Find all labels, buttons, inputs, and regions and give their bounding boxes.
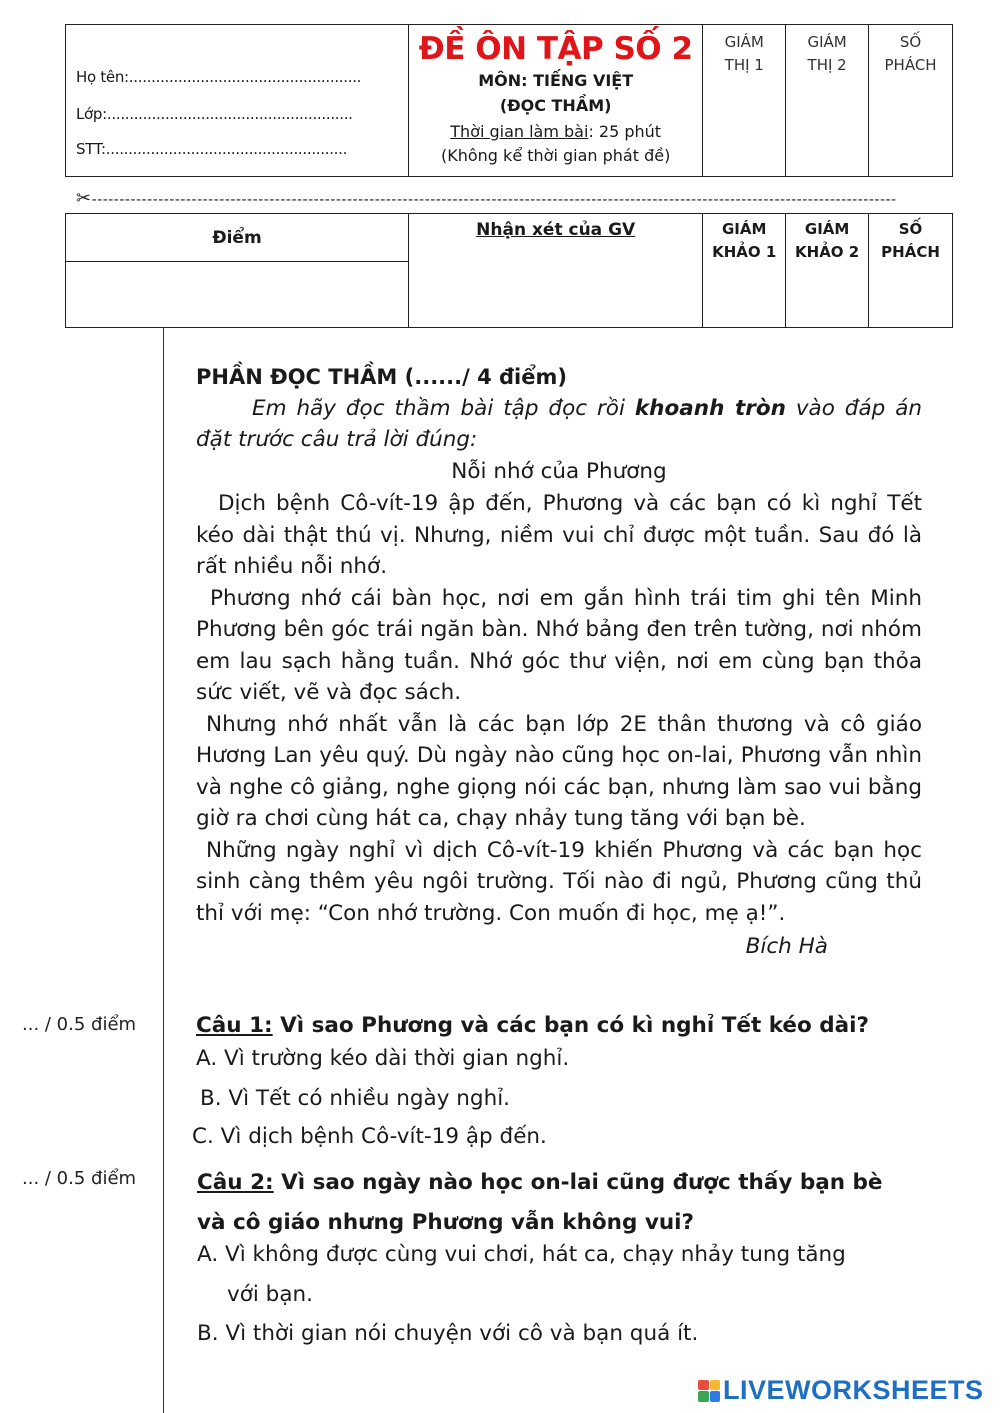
q2-option-a[interactable]: A. Vì không được cùng vui chơi, hát ca, chạy nhảy tung tăng [197,1242,846,1267]
comment-cell[interactable] [409,214,703,328]
grading-table [65,213,953,328]
header-table [65,24,953,177]
grading-code-label: SỐ PHÁCH [881,220,940,261]
examiner2-cell [786,214,869,328]
exam-title: ĐỀ ÔN TẬP SỐ 2 [418,31,693,67]
examiner1-label: GIÁM KHẢO 1 [712,220,777,261]
margin-line [163,327,164,1413]
score-label: Điểm [212,227,262,248]
student-info-cell [66,25,409,177]
q1-score[interactable]: ... / 0.5 điểm [22,1014,137,1035]
exam-info-cell [409,25,703,177]
examiner1-cell [703,214,786,328]
q2-option-b[interactable]: B. Vì thời gian nói chuyện với cô và bạn quá ít. [197,1321,699,1346]
cut-line [76,188,911,209]
story-paragraph-2: Phương nhớ cái bàn học, nơi em gắn hình trái tim ghi tên Minh Phương bên góc trái ngăn bàn. Nhớ bảng đen trên tường, nơi nhóm em lau sạch hằng tuần. Nhớ góc thư viện, nơi em cùng bạn thỏa sức viết, vẽ và đọc sách. [196,585,922,705]
author: Bích Hà [745,934,828,959]
section-title: PHẦN ĐỌC THẦM (....../ 4 điểm) [196,365,567,389]
q1-title [196,1010,922,1042]
comment-label: Nhận xét của GV [476,220,636,240]
score-input-cell[interactable] [66,262,409,328]
stt-field[interactable]: STT:...................................................... [76,140,348,158]
instruction-emphasis: khoanh tròn [634,396,786,421]
scissors-icon: ✂ [76,188,92,209]
story-paragraph-3: Nhưng nhớ nhất vẫn là các bạn lớp 2E thân thương và cô giáo Hương Lan yêu quý. Dù ngày nào cũng học on-lai, Phương vẫn nhìn và nghe cô giảng, nghe giọng nói các bạn, nhưng làm sao vui bằng giờ ra chơi cùng hát ca, chạy nhảy tung tăng với bạn bè. [196,711,922,831]
time-line [409,117,702,144]
q2-option-a-cont[interactable]: với bạn. [227,1282,313,1307]
class-field[interactable]: Lớp:....................................................... [76,105,353,123]
story-paragraph-1: Dịch bệnh Cô-vít-19 ập đến, Phương và các bạn có kì nghỉ Tết kéo dài thật thú vị. Nhưng, niềm vui chỉ được một tuần. Sau đó là rất nhiều nỗi nhớ. [196,491,922,579]
sub-subject-label: (ĐỌC THẦM) [499,96,612,115]
proctor2-cell [786,25,869,177]
dashed-line: ------------------------------------------------------------------------------------------------------------------------------------------------- [91,192,897,208]
q2-score[interactable]: ... / 0.5 điểm [22,1168,137,1189]
story-paragraph-4: Những ngày nghỉ vì dịch Cô-vít-19 khiến Phương và các bạn học sinh càng thêm yêu ngôi trường. Tối nào đi ngủ, Phương cũng thủ thỉ với mẹ: “Con nhớ trường. Con muốn đi học, mẹ ạ!”. [196,837,922,926]
examiner2-label: GIÁM KHẢO 2 [795,220,860,261]
time-label: Thời gian làm bài [450,122,589,141]
reading-section [196,362,922,965]
subject-label: MÔN: TIẾNG VIỆT [478,71,634,90]
story-title: Nỗi nhớ của Phương [451,459,667,484]
instruction: Em hãy đọc thầm bài tập đọc rồi khoanh tròn vào đáp án đặt trước câu trả lời đúng: [196,396,922,452]
name-field[interactable]: Họ tên:.................................................... [76,68,362,86]
q1-option-a[interactable]: A. Vì trường kéo dài thời gian nghỉ. [196,1046,570,1071]
proctor1-label: GIÁM THỊ 1 [724,33,764,74]
proctor2-label: GIÁM THỊ 2 [807,33,847,74]
q2-text: Vì sao ngày nào học on-lai cũng được thấy bạn bè và cô giáo nhưng Phương vẫn không vui? [197,1170,883,1235]
logo-icon [698,1380,720,1402]
grading-code-cell [869,214,953,328]
logo-text: LIVEWORKSHEETS [723,1375,984,1405]
proctor1-cell [703,25,786,177]
q1-option-c[interactable]: C. Vì dịch bệnh Cô-vít-19 ập đến. [192,1124,547,1149]
time-value: : 25 phút [588,122,662,141]
q2-title [197,1163,912,1243]
q1-option-b[interactable]: B. Vì Tết có nhiều ngày nghỉ. [200,1086,510,1111]
liveworksheets-logo [698,1375,984,1406]
q2-label: Câu 2: [197,1170,274,1195]
q1-text: Vì sao Phương và các bạn có kì nghỉ Tết kéo dài? [272,1013,870,1038]
code-cell [869,25,953,177]
time-note: (Không kể thời gian phát đề) [441,146,671,165]
code-label: SỐ PHÁCH [884,33,937,74]
score-header-cell [66,214,409,262]
q1-label: Câu 1: [196,1013,273,1038]
